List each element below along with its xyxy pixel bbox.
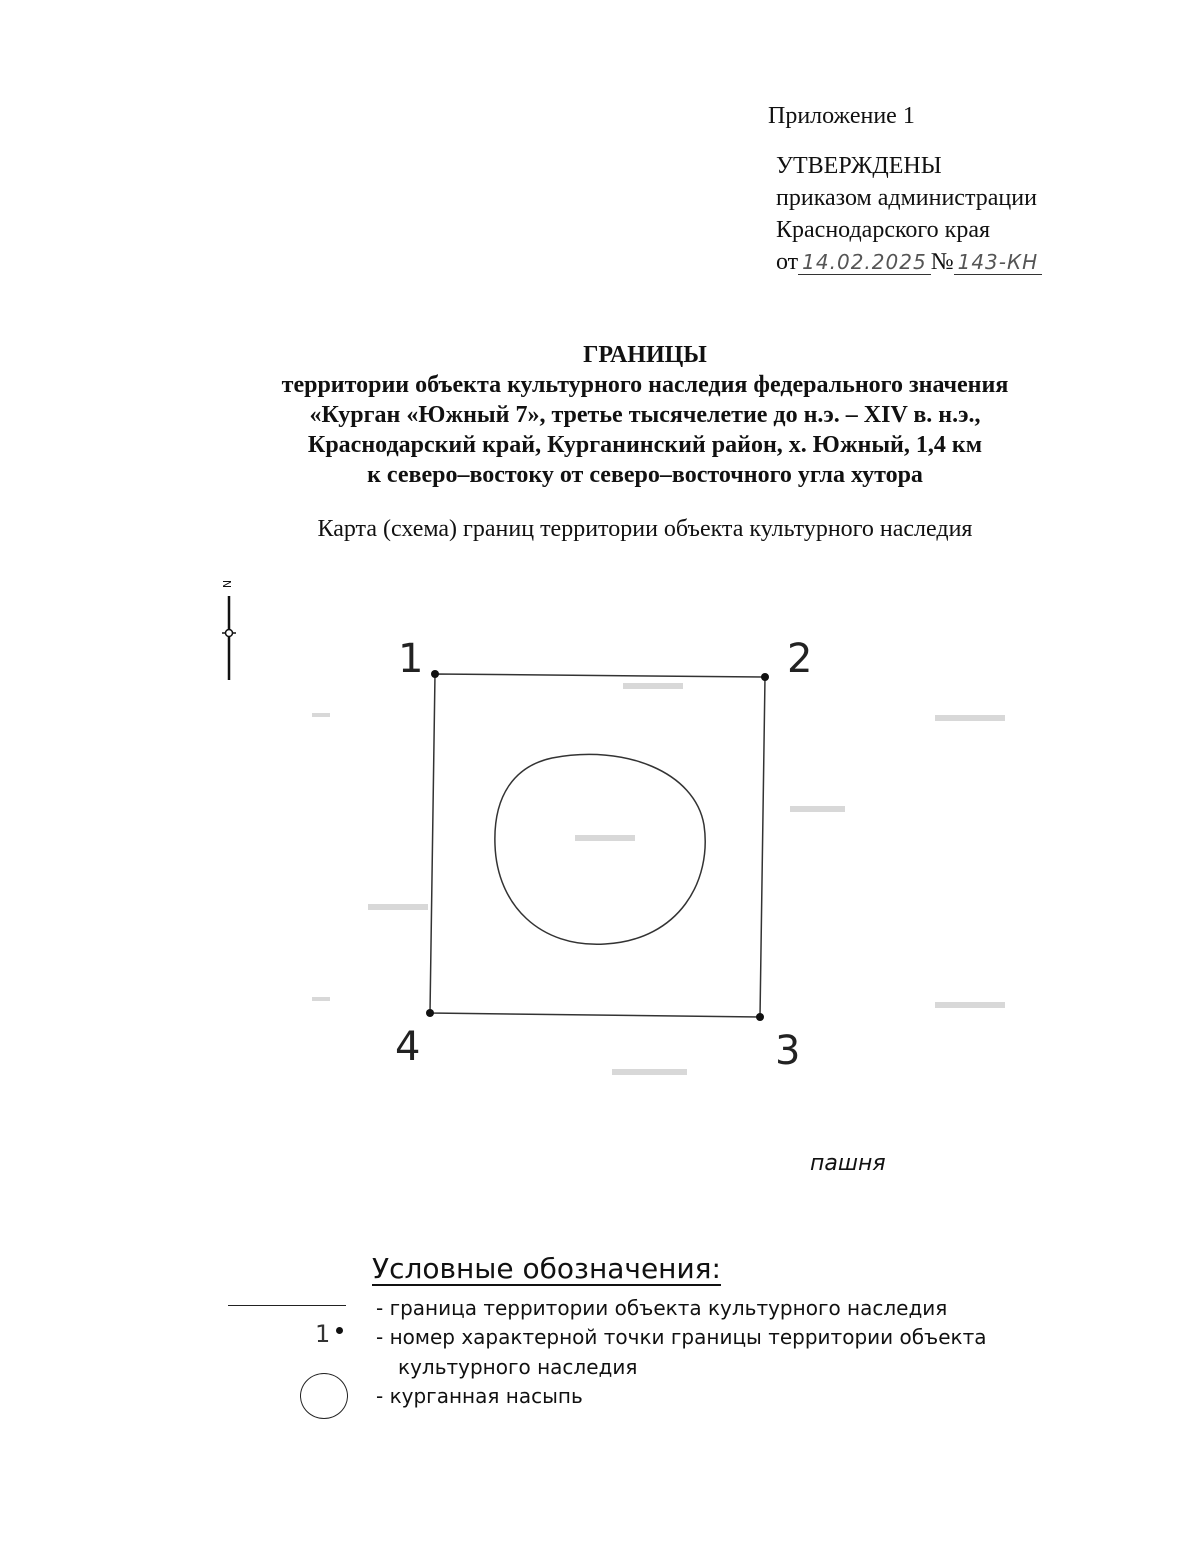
boundary-point-3	[756, 1013, 764, 1021]
title-line-3: Краснодарский край, Курганинский район, х. Южный, 1,4 км	[307, 432, 983, 458]
map-subtitle: Карта (схема) границ территории объекта культурного наследия	[317, 516, 973, 542]
title-line-1: территории объекта культурного наследия федерального значения	[281, 372, 1009, 398]
appendix-label: Приложение 1	[768, 103, 915, 129]
north-label: N	[220, 579, 233, 589]
document-title	[0, 340, 1200, 490]
title-line-4: к северо–востоку от северо–восточного угла хутора	[367, 462, 923, 488]
approval-block	[768, 100, 1042, 278]
boundary-point-1	[431, 670, 439, 678]
north-arrow-icon	[220, 580, 236, 680]
point-label-1: 1	[398, 636, 424, 682]
boundary-point-2	[761, 673, 769, 681]
approval-stamp	[776, 150, 1042, 278]
approval-line-1: приказом администрации	[776, 185, 1037, 211]
legend-boundary: - граница территории объекта культурного наследия	[376, 1296, 948, 1320]
approval-line-2: Краснодарского края	[776, 217, 991, 243]
point-label-3: 3	[775, 1028, 801, 1074]
legend-point-line-1: - номер характерной точки границы территории объекта	[376, 1325, 987, 1349]
title-line-2: «Курган «Южный 7», третье тысячелетие до н.э. – XIV в. н.э.,	[309, 402, 981, 428]
legend-point-sample	[315, 1320, 343, 1348]
point-dot-icon	[336, 1327, 343, 1334]
number-prefix: №	[930, 249, 954, 275]
approved-label: УТВЕРЖДЕНЫ	[776, 153, 942, 179]
handwritten-number: 143-КН	[954, 250, 1043, 275]
mound-outline	[495, 754, 705, 944]
point-sample-number: 1	[315, 1320, 331, 1348]
land-label: пашня	[810, 1151, 886, 1176]
date-prefix: от	[776, 249, 799, 275]
legend-mound: - курганная насыпь	[376, 1384, 583, 1408]
legend-point-line-2: культурного наследия	[398, 1355, 638, 1379]
mound-circle-icon	[300, 1373, 348, 1419]
boundary-map	[0, 560, 1200, 1200]
boundary-line-sample	[228, 1305, 346, 1306]
territory-boundary	[430, 674, 765, 1017]
title-heading: ГРАНИЦЫ	[583, 342, 707, 368]
legend-title: Условные обозначения:	[372, 1252, 721, 1285]
point-label-2: 2	[787, 636, 813, 682]
approval-date-line	[776, 246, 1042, 278]
point-label-4: 4	[395, 1024, 421, 1070]
handwritten-date: 14.02.2025	[798, 250, 931, 275]
boundary-point-4	[426, 1009, 434, 1017]
